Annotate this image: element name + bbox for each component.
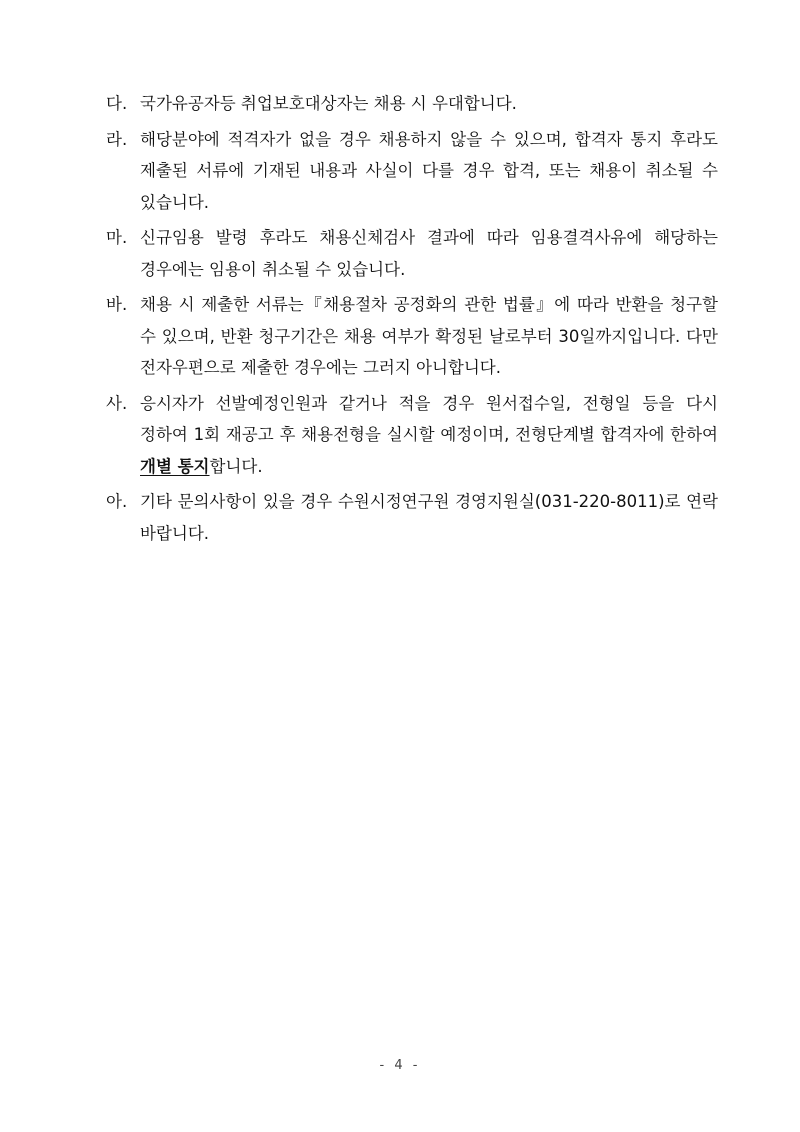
list-item (106, 124, 718, 219)
emphasis-individual-notice: 개별 통지 (140, 456, 210, 476)
list-item (106, 289, 718, 384)
item-marker: 라. (106, 129, 128, 149)
item-marker: 아. (106, 492, 128, 511)
item-text: 신규임용 발령 후라도 채용신체검사 결과에 따라 임용결격사유에 해당하는 경우에는 임용이 취소될 수 있습니다. (140, 228, 718, 279)
list-item (106, 88, 718, 120)
item-text: 채용 시 제출한 서류는『채용절차 공정화의 관한 법률』에 따라 반환을 청구할 수 있으며, 반환 청구기간은 채용 여부가 확정된 날로부터 30일까지입니다. 다만 전자우편으로 제출한 경우에는 그러지 아니합니다. (140, 295, 718, 377)
item-marker: 마. (106, 228, 128, 247)
item-marker: 바. (106, 295, 128, 314)
list-item (106, 486, 718, 549)
item-text (140, 388, 718, 483)
page-number: - 4 - (379, 1058, 421, 1073)
item-marker: 사. (106, 393, 128, 413)
list-item (106, 222, 718, 285)
item-text: 국가유공자등 취업보호대상자는 채용 시 우대합니다. (140, 94, 517, 113)
item-text-before: 응시자가 선발예정인원과 같거나 적을 경우 원서접수일, 전형일 등을 다시 정하여 1회 재공고 후 채용전형을 실시할 예정이며, 전형단계별 합격자에 한하여 (140, 393, 718, 444)
notice-list (106, 88, 718, 549)
item-text: 기타 문의사항이 있을 경우 수원시정연구원 경영지원실(031-220-8011)로 연락 바랍니다. (140, 492, 718, 543)
item-text-after: 합니다. (209, 456, 263, 476)
list-item (106, 388, 718, 483)
item-marker: 다. (106, 94, 128, 113)
item-text: 해당분야에 적격자가 없을 경우 채용하지 않을 수 있으며, 합격자 통지 후라도 제출된 서류에 기재된 내용과 사실이 다를 경우 합격, 또는 채용이 취소될 수 있습니다. (140, 129, 718, 212)
